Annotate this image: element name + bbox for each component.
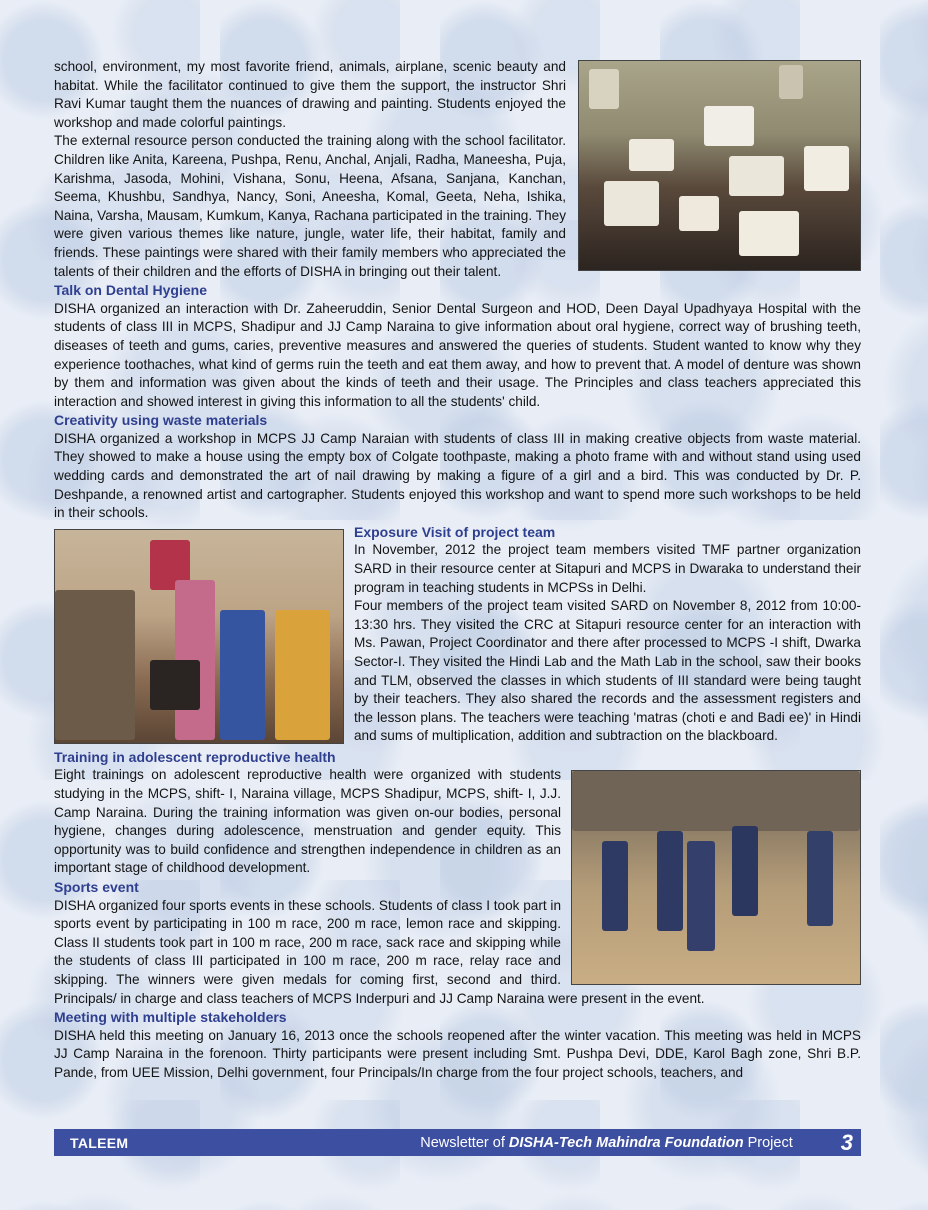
exposure-visit-photo [54, 529, 344, 744]
exposure-visit-text-1: In November, 2012 the project team members visited TMF partner organization SARD in their resource center at Sitapuri and MCPS in Dwaraka to understand their program in teaching students in MCPSs in Delhi. [354, 542, 861, 595]
page-number: 3 [840, 1129, 853, 1155]
creativity-text: DISHA organized a workshop in MCPS JJ Camp Naraian with students of class III in making creative objects from waste material. They showed to make a house using the empty box of Colgate toothpaste, making a photo frame with and without stand using used wedding cards and demonstrated the art of nail drawing by making a figure of a girl and a bird. This was conducted by Dr. P. Deshpande, a renowned artist and cartographer. Students enjoyed this workshop and want to spend more such workshops to be held in their schools. [54, 430, 861, 521]
stakeholders-meeting-text: DISHA held this meeting on January 16, 2013 once the schools reopened after the winter vacation. This meeting was held in MCPS JJ Camp Naraina in the forenoon. Thirty participants were present including Smt. Pushpa Devi, DDE, Karol Bagh zone, Shri B.P. Pande, from UEE Mission, Delhi government, four Principals/In charge from the four project schools, teachers, and [54, 1027, 861, 1080]
footer-prefix: Newsletter of [420, 1134, 509, 1151]
stakeholders-meeting-heading: Meeting with multiple stakeholders [54, 1009, 287, 1026]
students-paintings-photo [578, 60, 861, 271]
exposure-visit-text-2: Four members of the project team visited SARD on November 8, 2012 from 10:00-13:30 hrs. They visited the CRC at Sitapuri resource center for an interaction with Ms. Pawan, Project Coordinator and there after processed to MCPS -I shift, Dwarka Sector-I. They visited the Hindi Lab and the Math Lab in the school, saw their books and TLM, observed the classes in which students of III standard were being taught by their teachers. They also shared the records and the assessment registers and the lesson plans. The teachers were teaching 'matras (choti e and Badi ee)' in Hindi and sums of multiplication, addition and subtraction on the blackboard. [354, 598, 861, 744]
sports-event-heading: Sports event [54, 879, 139, 895]
reproductive-health-heading: Training in adolescent reproductive health [54, 748, 336, 765]
newsletter-page [54, 58, 861, 1083]
exposure-visit-heading: Exposure Visit of project team [354, 523, 556, 540]
creativity-heading: Creativity using waste materials [54, 412, 268, 429]
sports-event-photo [571, 770, 861, 985]
dental-hygiene-text: DISHA organized an interaction with Dr. Zaheeruddin, Senior Dental Surgeon and HOD, Deen Dayal Upadhyaya Hospital with the students of class III in MCPS, Shadipur and JJ Camp Naraina to give information about oral hygiene, correct way of brushing teeth, diseases of teeth and gums, caries, preventive measures and answered the queries of students. Student wanted to know why they experience toothaches, what kind of germs ruin the teeth and eat them away, and how to prevent that. A model of denture was shown by them and information was given about the kinds of teeth and their usage. The Principles and class teachers appreciated this interaction and showed interest in giving this information to all the students' child. [54, 300, 861, 409]
intro-paragraph-1: school, environment, my most favorite friend, animals, airplane, scenic beauty and habitat. While the facilitator continued to give them the support, the instructor Shri Ravi Kumar taught them the nuances of drawing and painting. Students enjoyed the workshop and made colorful paintings. [54, 59, 566, 130]
intro-paragraph-2: The external resource person conducted the training along with the school facilitator. Children like Anita, Kareena, Pushpa, Renu, Anchal, Anjali, Radha, Maneesha, Puja, Karishma, Jasoda, Mohini, Vishana, Sonu, Heena, Afsana, Sanjana, Kanchan, Seema, Khushbu, Sandhya, Nancy, Soni, Aneesha, Komal, Geeta, Neha, Ishika, Naina, Varsha, Mausam, Kumkum, Kanya, Rachana participated in the training. They were given various themes like nature, jungle, water life, their habitat, family and friends. These paintings were shared with their family members who appreciated the talents of their children and the efforts of DISHA in bringing out their talent. [54, 133, 566, 279]
footer-bar [54, 1129, 861, 1156]
reproductive-health-text: Eight trainings on adolescent reproductive health were organized with students studying in the MCPS, shift- I, Naraina village, MCPS Shadipur, MCPS, shift- I, J.J. Camp Naraina. During the training information was given on-our bodies, personal hygiene, changes during adolescence, menstruation and gender equity. This opportunity was to build confidence and strengthen independence in children as an important stage of childhood development. [54, 767, 561, 876]
footer-brand: TALEEM [70, 1134, 129, 1151]
dental-hygiene-heading: Talk on Dental Hygiene [54, 282, 207, 299]
sports-event-text: DISHA organized four sports events in these schools. Students of class I took part in sports event by participating in 100 m race, 200 m race, lemon race and skipping. Class II students took part in 100 m race, 200 m race, sack race and skipping while the students of class III participated in 100 m race, 200 m race, relay race and skipping. The winners were given medals for coming first, second and third. Principals/ in charge and class teachers of MCPS Inderpuri and JJ Camp Naraina were present in the event. [54, 897, 705, 1006]
footer-project-name: DISHA-Tech Mahindra Foundation [508, 1134, 744, 1151]
footer-newsletter-title [420, 1135, 793, 1151]
footer-suffix: Project [743, 1134, 793, 1151]
